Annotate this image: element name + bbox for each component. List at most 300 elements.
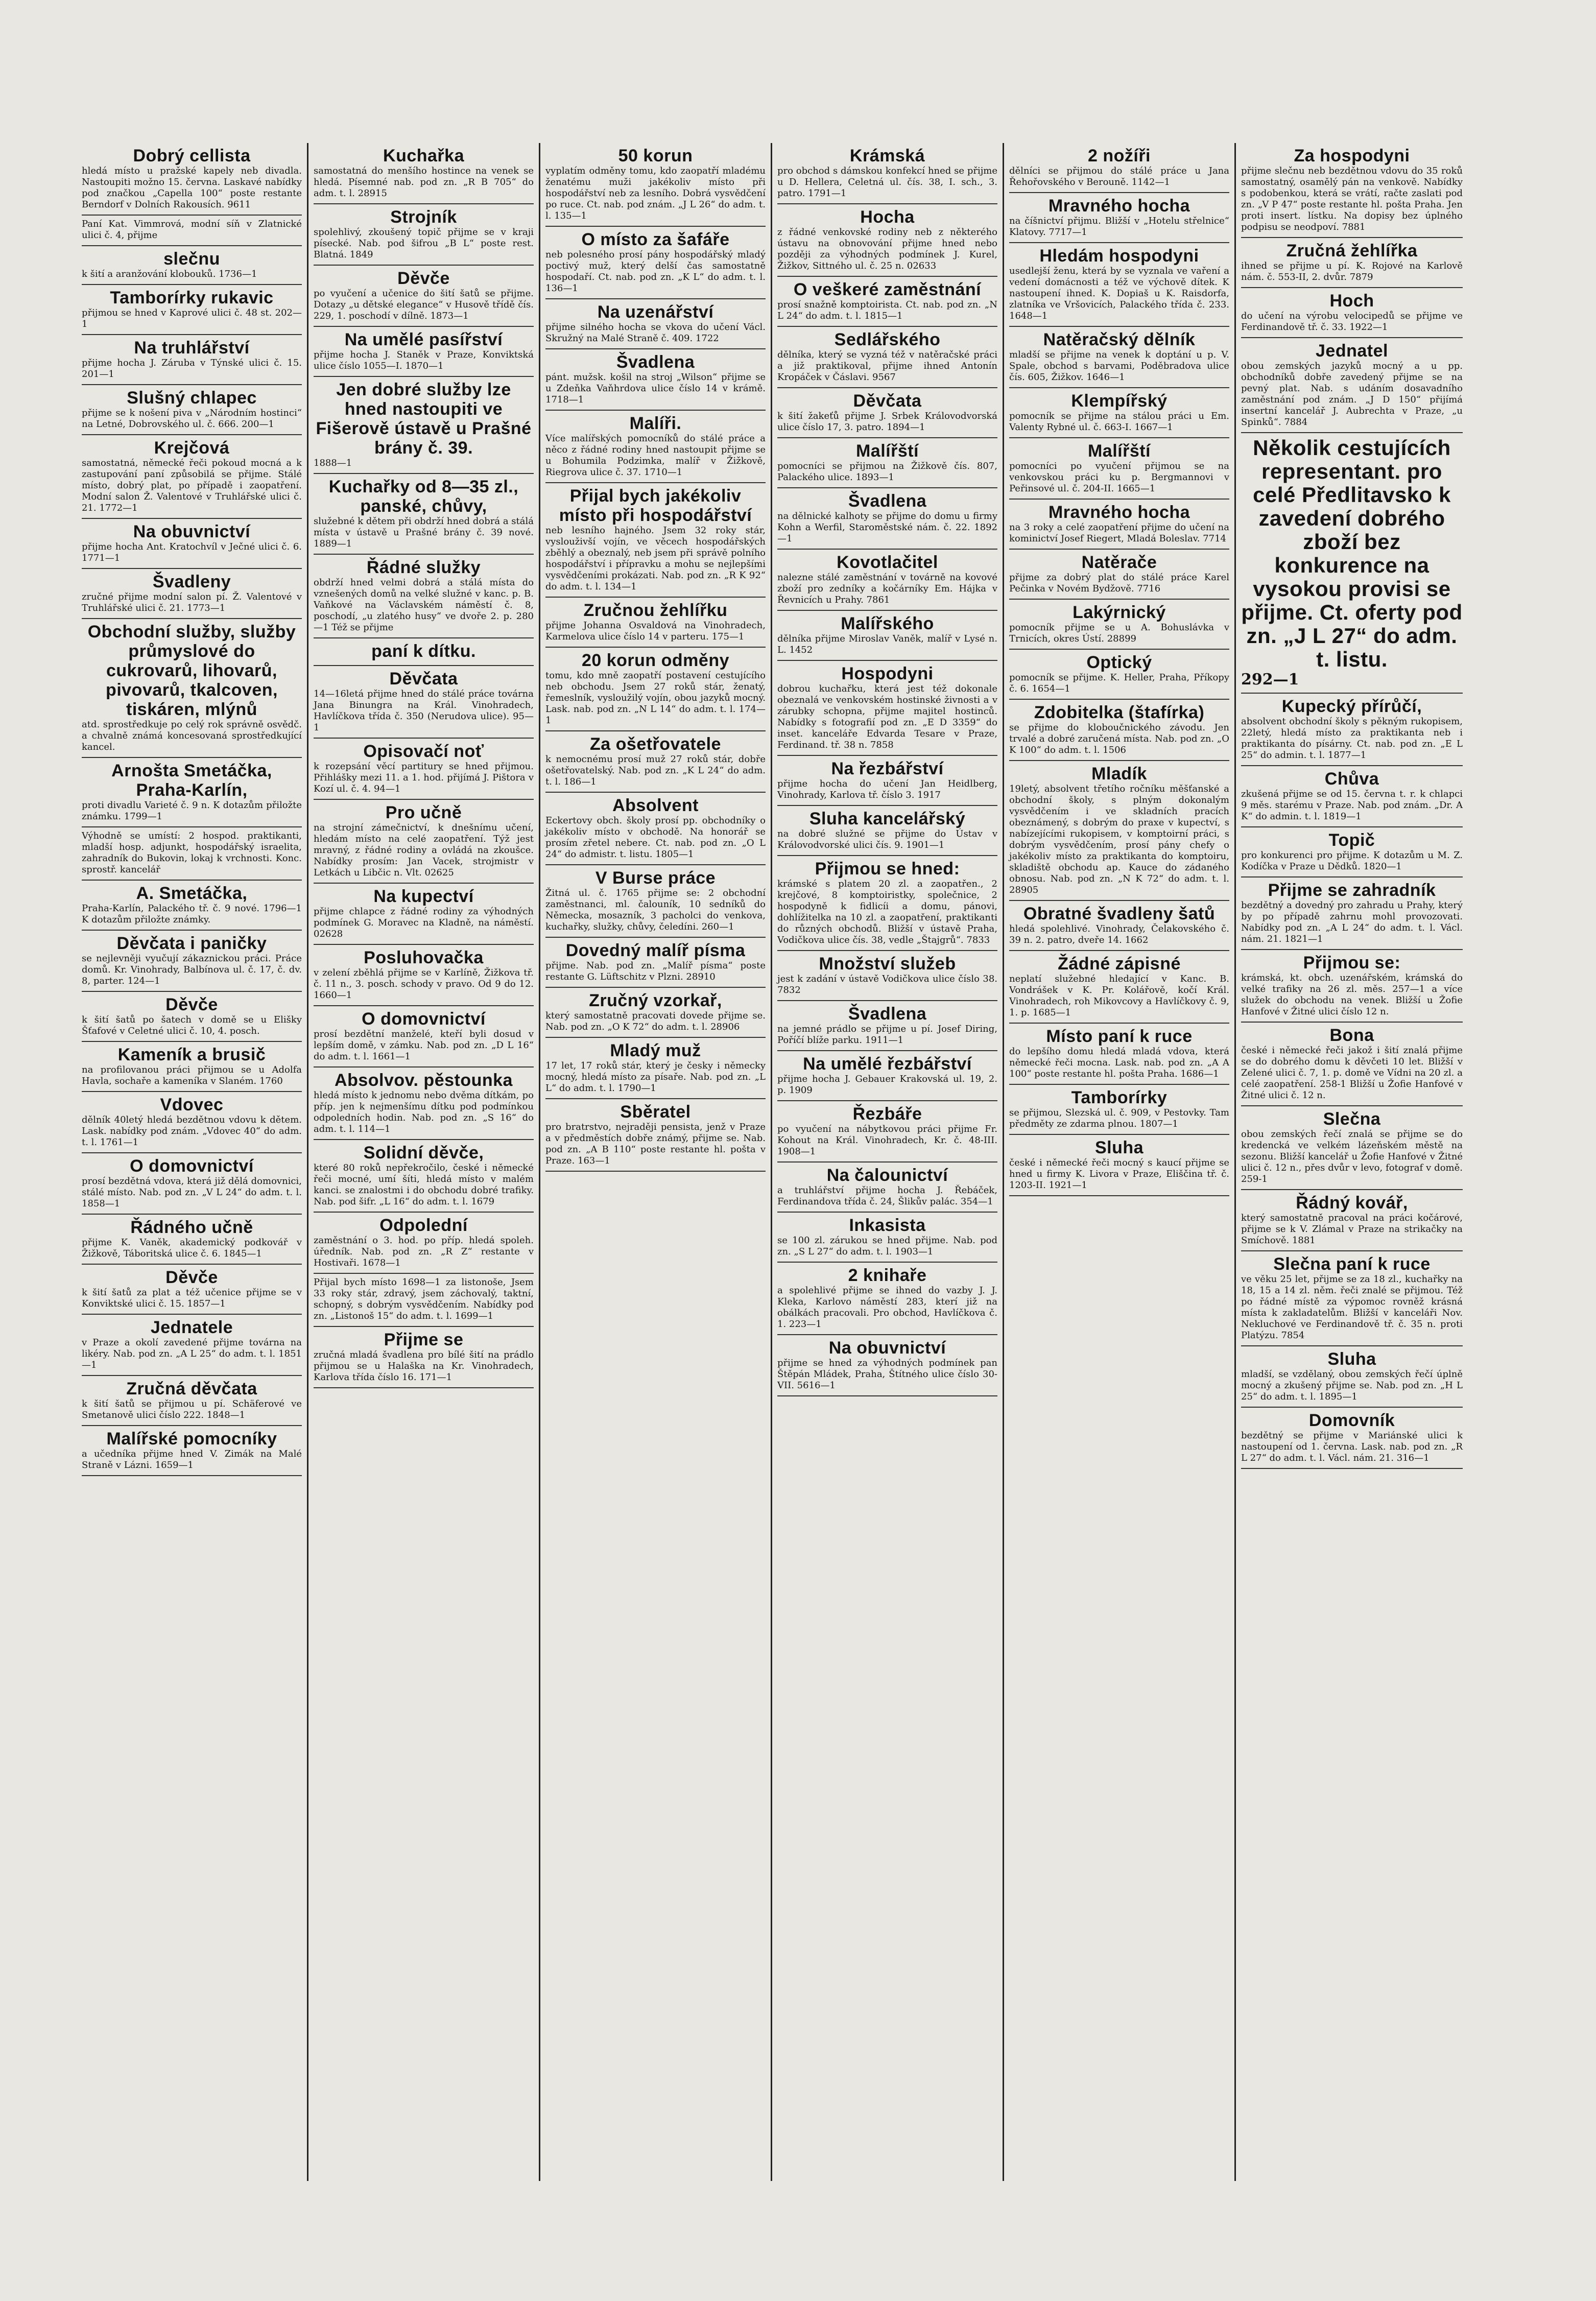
ad-headline: O domovnictví xyxy=(130,1156,254,1176)
classified-ad xyxy=(1241,288,1463,338)
ad-text: bezdětný a dovedný pro zahradu u Prahy, který by po případě zahrnu mohl provozovati. Nabídky pod zn. „A L 24“ do adm. t. l. Václ. nám. 21. 1821—1 xyxy=(1241,900,1463,944)
ad-headline: Natěrače xyxy=(1081,553,1157,572)
ad-text: dělníci se přijmou do stálé práce u Jana Řehořovského v Berouně. 1142—1 xyxy=(1009,165,1229,187)
classified-ad xyxy=(82,519,302,569)
ad-text: proti divadlu Varieté č. 9 n. K dotazům přiložte známku. 1799—1 xyxy=(82,800,302,822)
ad-text: a truhlářství přijme hocha J. Řebáček, Ferdinandova třída č. 24, Šlikův palác. 354—1 xyxy=(777,1185,997,1207)
ad-headline: Hocha xyxy=(860,207,915,227)
classified-ad xyxy=(1241,1251,1463,1346)
ad-headline: Domovník xyxy=(1308,1411,1395,1430)
classified-ad xyxy=(1009,500,1229,550)
ad-text: vyplatím odměny tomu, kdo zaopatří mladému ženatému muži jakékoliv místo při hospodářství neb za lesního. Dobrá vysvědčení po ruce. Ct. nab. pod znám. „J L 26“ do adm. t. l. 135—1 xyxy=(545,165,766,221)
ad-headline: Kovotlačitel xyxy=(837,553,938,572)
ad-text: pomocník se přijme na stálou práci u Em. Valenty Rybné ul. č. 663-I. 1667—1 xyxy=(1009,411,1229,433)
ad-headline: Mladý muž xyxy=(610,1041,701,1060)
ad-text: obou zemských jazyků mocný a u pp. obchodníků dobře zavedený přijme se na pevný plat. Nab. s udáním dosavadního zaměstnání pod znám. „J D 150“ přijímá insertní kancelář J. Aubrechta v Praze, „u Spinků“. 7884 xyxy=(1241,361,1463,428)
ad-headline: Za hospodyni xyxy=(1294,146,1410,165)
classified-column xyxy=(308,143,540,2181)
classified-ad xyxy=(314,327,534,377)
classified-ad xyxy=(777,856,997,951)
ad-headline: O veškeré zaměstnání xyxy=(793,280,982,299)
ad-text: neb polesného prosí pány hospodářský mladý poctivý muž, který delší čas samostatně hospodaří. Ct. nab. pod zn. „K L“ do adm. t. l. 136—1 xyxy=(545,249,766,294)
classified-ad xyxy=(82,335,302,385)
classified-ad xyxy=(777,1001,997,1051)
ad-text: přijme hocha J. Záruba v Týnské ulici č. 15. 201—1 xyxy=(82,358,302,379)
ad-text: na strojní zámečnictví, k dnešnímu učení, hledám místo na celé zaopatření. Týž jest mravný, z řádné rodiny a ovládá na zkoušce. Nabídky prosím: Jan Vacek, strojmistr v Letkách u Libčic n. Vlt. 02625 xyxy=(314,822,534,878)
ad-text: přijme se k nošení piva v „Národním hostinci“ na Letné, Dobrovského ul. č. 666. 200—1 xyxy=(82,408,302,430)
classified-ad xyxy=(545,299,766,349)
classified-ad xyxy=(777,327,997,388)
ad-text: který samostatně pracoval na práci kočárové, přijme se k V. Zlámal v Praze na strikačky na Smíchově. 1881 xyxy=(1241,1213,1463,1246)
classified-ad xyxy=(1009,600,1229,650)
classified-ad xyxy=(82,216,302,246)
classified-ad xyxy=(1009,761,1229,901)
classified-ad xyxy=(545,349,766,411)
classified-ad xyxy=(777,1335,997,1396)
ad-headline: Děvčata xyxy=(853,391,922,411)
ad-headline: slečnu xyxy=(163,249,220,269)
ad-headline: Sběratel xyxy=(620,1102,691,1122)
ad-headline: 20 korun odměny xyxy=(581,651,729,670)
ad-headline: O domovnictví xyxy=(362,1009,486,1029)
classified-ad xyxy=(1009,438,1229,500)
ad-headline: Kuchařky od 8—35 zl., panské, chůvy, xyxy=(328,477,519,516)
ad-headline: Na umělé řezbářství xyxy=(803,1054,972,1074)
classified-ad xyxy=(1009,550,1229,600)
classified-ad xyxy=(1241,694,1463,766)
ad-text: obdrží hned velmi dobrá a stálá místa do vznešených domů na velké služné v kanc. p. B. Vaňkové na Václavském náměstí č. 8, poschodí, „u zlatého husy“ ve dvoře 2. p. 280—1 Též se přijme xyxy=(314,577,534,633)
classified-ad xyxy=(314,204,534,266)
ad-headline: Solidní děvče, xyxy=(363,1143,484,1163)
ad-headline: Děvčata xyxy=(389,669,458,689)
classified-ad xyxy=(1241,238,1463,288)
ad-text: Praha-Karlín, Palackého tř. č. 9 nové. 1796—1 K dotazům přiložte známky. xyxy=(82,903,302,925)
ad-text: české i německé řeči jakož i šití znalá přijme se do dobrého domu k děvčeti 10 let. Bližší v Zelené ulici č. 7, 1. p. domě ve Vídni na 20 zl. a celé zaopatření. 258-1 Bližší u Žofie Hanfové v Žitné ulici č. 12 n. xyxy=(1241,1045,1463,1101)
ad-text: neb lesního hajného. Jsem 32 roky stár, vyslouživší vojín, ve věcech hospodářských zběhlý a obeznalý, neb jsem při správě polního hospodářství i přípravku a mohu se nejlepšími vysvědčeními prokázati. Nab. pod zn. „R K 92“ do adm. t. l. 134—1 xyxy=(545,525,766,592)
classified-ad xyxy=(545,143,766,227)
ad-text: přijme hocha J. Gebauer Krakovská ul. 19, 2. p. 1909 xyxy=(777,1074,997,1096)
ad-text: prosí bezdětná vdova, která již dělá domovnici, stálé místo. Nab. pod zn. „V L 24“ do adm. t. l. 1858—1 xyxy=(82,1176,302,1209)
ad-text: spolehlivý, zkoušený topič přijme se v kraji písecké. Nab. pod šifrou „B L“ poste rest. Blatná. 1849 xyxy=(314,227,534,260)
ad-text: přijme Johanna Osvaldová na Vinohradech, Karmelova ulice číslo 14 v parteru. 175—1 xyxy=(545,620,766,642)
classified-ad xyxy=(545,1038,766,1099)
ad-text: na číšnictví přijmu. Bližší v „Hotelu střelnice“ Klatovy. 7717—1 xyxy=(1009,216,1229,238)
classified-ad xyxy=(1241,1408,1463,1469)
ad-text: Výhodně se umístí: 2 hospod. praktikanti, mladší hosp. adjunkt, hospodářský israelita, zahradník do Bukovin, lokaj k vrchnosti. Konc. sprostř. kancelář xyxy=(82,831,302,875)
classified-ad xyxy=(777,756,997,806)
ad-text: Přijal bych místo 1698—1 za listonoše, Jsem 33 roky stár, zdravý, jsem záchovalý, taktní, schopný, s dobrým vysvědčením. Nabídky pod zn. „Listonoš 15“ do adm. t. l. 1699—1 xyxy=(314,1277,534,1321)
classified-ad xyxy=(1009,951,1229,1024)
ad-text: 14—16letá přijme hned do stálé práce továrna Jana Binungra na Král. Vinohradech, Havlíčkova třída č. 350 (Nerudova ulice). 95—1 xyxy=(314,689,534,733)
ad-headline: Malířské pomocníky xyxy=(106,1429,277,1449)
ad-headline: Natěračský dělník xyxy=(1043,330,1196,349)
ad-headline: Absolvent xyxy=(612,796,699,815)
ad-headline: Švadlena xyxy=(848,491,927,511)
ad-text: přijme slečnu neb bezdětnou vdovu do 35 roků samostatný, osamělý pán na venkově. Nabídky s podobenkou, která se vrátí, račte zaslati pod zn. „V P 47“ poste restante hl. pošta Praha. Jen proti insert. lístku. Na dopisy bez úplného podpisu se neodpoví. 7881 xyxy=(1241,165,1463,232)
classified-ad xyxy=(545,988,766,1038)
ad-text: zručné přijme modní salon pí. Ž. Valentové v Truhlářské ulici č. 21. 1773—1 xyxy=(82,591,302,613)
ad-text: do lepšího domu hledá mladá vdova, která německé řeči mocna. Lask. nab. pod zn. „A A 100“ poste restante hl. pošta Praha. 1686—1 xyxy=(1009,1046,1229,1079)
ad-headline: 50 korun xyxy=(618,146,693,165)
classified-ad xyxy=(314,1327,534,1388)
ad-headline: Malířští xyxy=(1087,441,1151,461)
ad-headline: Absolvov. pěstounka xyxy=(335,1071,513,1090)
classified-ad xyxy=(777,388,997,438)
ad-headline: Kuchařka xyxy=(383,146,464,165)
ad-headline: 2 knihaře xyxy=(848,1266,927,1285)
ad-headline: Děvče xyxy=(165,1268,218,1287)
classified-ad xyxy=(777,806,997,856)
ad-text: pomocník přijme se u A. Bohuslávka v Trnicích, okres Ústí. 28899 xyxy=(1009,622,1229,644)
ad-text: dobrou kuchařku, která jest též dokonale obeznalá ve venkovském hostinské živnosti a v zárubky schopna, přijme majitel hostinců. Nabídky s fotografií pod zn. „E D 3359“ do inset. kanceláře Edvarda Tesare v Praze, Ferdinand. tř. 38 n. 7858 xyxy=(777,683,997,750)
ad-headline: Řádného učně xyxy=(130,1218,253,1237)
classified-ad xyxy=(1009,700,1229,761)
ad-headline: Slečna paní k ruce xyxy=(1273,1254,1431,1274)
classified-ad xyxy=(314,1140,534,1213)
classified-ad xyxy=(545,483,766,598)
ad-headline: Opisovačí noť xyxy=(363,742,484,761)
classified-ad xyxy=(82,1215,302,1265)
classified-ad xyxy=(314,739,534,800)
ad-text: přijme hocha J. Staněk v Praze, Konviktská ulice číslo 1055—I. 1870—1 xyxy=(314,349,534,371)
classified-ad xyxy=(82,1376,302,1426)
ad-text: služebné k dětem při obdrží hned dobrá a stálá místa v ústavě u Prašné brány č. 39 nové. 1889—1 xyxy=(314,516,534,549)
ad-text: zručná mladá švadlena pro bílé šití na prádlo přijmou se u Halaška na Kr. Vinohradech, Karlova třída číslo 16. 171—1 xyxy=(314,1349,534,1383)
ad-text: 292—1 xyxy=(1241,671,1299,689)
classified-ad xyxy=(777,1163,997,1213)
ad-headline: Za ošetřovatele xyxy=(590,734,721,754)
ad-headline: Strojník xyxy=(390,207,457,227)
ad-text: mladší, se vzdělaný, obou zemských řečí úplně mocný a zkušený přijme se. Nab. pod zn. „H L 25“ do adm. t. l. 1895—1 xyxy=(1241,1369,1463,1402)
classified-ad xyxy=(1009,1024,1229,1085)
classified-ad xyxy=(314,1213,534,1274)
ad-text: krámské s platem 20 zl. a zaopatřen., 2 krejčové, 8 komptoiristky, společnice, 2 hospodyně k fidlicíi a domu, pánovi, dohlížitelka na 10 zl. a zaopatření, praktikanti do různých obchodů. Bližší v ústavě Praha, Vodičkova ulice čís. 38, vedle „Štajgrů“. 7833 xyxy=(777,879,997,945)
classified-ad xyxy=(1241,1023,1463,1106)
classified-ad xyxy=(1241,1106,1463,1190)
ad-headline: Zručnou žehlířku xyxy=(583,601,728,620)
ad-headline: Zručný vzorkař, xyxy=(589,991,722,1010)
ad-text: neplatí služebné hledající v Kanc. B. Vondrášek v K. Pr. Kolářově, kočí Král. Vinohradech, roh Mikovcovy a Havlíčkovy č. 9, 1. p. 1685—1 xyxy=(1009,974,1229,1018)
ad-text: usedlejší ženu, která by se vyznala ve vaření a vedení domácnosti a též ve výchově dítek. K nastoupení ihned. K. Dopiaš u K. Raisdorfa, zlatníka ve Vršovicích, Palackého třída č. 233. 1648—1 xyxy=(1009,266,1229,321)
ad-headline: Arnošta Smetáčka, Praha-Karlín, xyxy=(111,761,272,800)
ad-text: k šití šatů se přijmou u pí. Schäferové ve Smetanově ulici číslo 222. 1848—1 xyxy=(82,1398,302,1420)
classified-ad xyxy=(314,266,534,327)
ad-text: na profilovanou práci přijmou se u Adolfa Havla, sochaře a kameníka v Slaném. 1760 xyxy=(82,1064,302,1086)
ad-text: se přijmou, Slezská ul. č. 909, v Pestovky. Tam předměty ze zdarma plnou. 1807—1 xyxy=(1009,1107,1229,1129)
ad-text: po vyučení a učenice do šití šatů se přijme. Dotazy „u dětské elegance“ v Husově třídě čís. 229, 1. poschodí v dílně. 1873—1 xyxy=(314,288,534,321)
ad-text: v Praze a okolí zavedené přijme továrna na likéry. Nab. pod zn. „A L 25“ do adm. t. l. 1851—1 xyxy=(82,1337,302,1370)
ad-headline: Krejčová xyxy=(154,438,230,458)
ad-text: po vyučení na nábytkovou práci přijme Fr. Kohout na Král. Vinohradech, Kr. č. 48-III. 1908—1 xyxy=(777,1124,997,1157)
classified-ad xyxy=(545,411,766,483)
ad-headline: Jednatel xyxy=(1316,341,1388,361)
classified-ad xyxy=(82,1153,302,1215)
classified-ad xyxy=(545,731,766,793)
ad-text: Eckertovy obch. školy prosí pp. obchodníky o jakékoliv místo v obchodě. Na honorář se prosím zřetel nebere. Ct. nab. pod zn. „O L 24“ do admistr. t. listu. 1805—1 xyxy=(545,815,766,860)
ad-headline: Na kupectví xyxy=(373,887,474,906)
classified-ad xyxy=(314,474,534,555)
ad-headline: Zručná žehlířka xyxy=(1286,241,1418,260)
classified-ad xyxy=(1241,338,1463,433)
classified-ad xyxy=(314,666,534,739)
ad-text: k šití a aranžování klobouků. 1736—1 xyxy=(82,269,257,279)
ad-text: se 100 zl. zárukou se hned přijme. Nab. pod zn. „S L 27“ do adm. t. l. 1903—1 xyxy=(777,1235,997,1257)
ad-text: pomocníci po vyučení přijmou se na venkovskou práci ku p. Bergmannovi v Peřinsové ul. č. 204-II. 1665—1 xyxy=(1009,461,1229,494)
ad-headline: Jednatele xyxy=(150,1318,233,1337)
ad-text: prosí snažně komptoirista. Ct. nab. pod zn. „N L 24“ do adm. t. l. 1815—1 xyxy=(777,299,997,321)
classified-ad xyxy=(777,611,997,661)
ad-text: pánt. mužsk. košil na stroj „Wilson“ přijme se u Zdeňka Vaňhrdova ulice číslo 14 v krámě. 1718—1 xyxy=(545,372,766,405)
ad-headline: Obratné švadleny šatů xyxy=(1023,904,1216,923)
ad-headline: Kameník a brusič xyxy=(117,1045,266,1064)
ad-text: z řádné venkovské rodiny neb z některého ústavu na obnovování přijme hned nebo později za výhodných podmínek J. Kurel, Žižkov, Sittného ul. č. 25 n. 02633 xyxy=(777,227,997,271)
ad-headline: Lakýrnický xyxy=(1073,603,1166,622)
classified-ad xyxy=(1241,950,1463,1023)
ad-text: zkušená přijme se od 15. června t. r. k chlapci 9 měs. starému v Praze. Nab. pod znám. „Dr. A K“ do admin. t. l. 1819—1 xyxy=(1241,789,1463,822)
classified-ad xyxy=(545,793,766,865)
classified-ad xyxy=(314,800,534,884)
ad-headline: Zdobitelka (štafírka) xyxy=(1034,703,1205,722)
classified-ad xyxy=(314,555,534,638)
classified-ad xyxy=(314,1274,534,1327)
ad-headline: Sluha kancelářský xyxy=(809,809,966,828)
ad-text: pro obchod s dámskou konfekcí hned se přijme u D. Hellera, Celetná ul. čís. 38, I. sch., 3. patro. 1791—1 xyxy=(777,165,997,199)
ad-headline: V Burse práce xyxy=(595,868,716,888)
ad-text: 1888—1 xyxy=(314,458,352,468)
ad-headline: Posluhovačka xyxy=(364,948,484,967)
ad-text: se nejlevněji vyučují zákaznickou práci. Práce domů. Kr. Vinohrady, Balbínova ul. č. 17, č. dv. 8, parter. 124—1 xyxy=(82,953,302,986)
ad-headline: Sluha xyxy=(1094,1138,1144,1157)
classified-column xyxy=(540,143,772,2181)
ad-text: přijme. Nab. pod zn. „Malíř písma“ poste restante G. Lüftschitz v Plzni. 28910 xyxy=(545,960,766,982)
classified-ad xyxy=(1009,388,1229,438)
ad-headline: Malířského xyxy=(841,614,934,633)
ad-headline: Na uzenářství xyxy=(597,302,714,322)
ad-headline: Tamborírky rukavic xyxy=(110,288,274,307)
classified-column xyxy=(1236,143,1468,2181)
ad-headline: Krámská xyxy=(849,146,925,165)
ad-headline: Odpolední xyxy=(379,1216,468,1235)
ad-text: na jemné prádlo se přijme u pí. Josef Diring, Poříčí blíže parku. 1911—1 xyxy=(777,1024,997,1046)
ad-text: na dělnické kalhoty se přijme do domu u firmy Kohn a Werfil, Staroměstské nám. č. 22. 1892—1 xyxy=(777,511,997,544)
ad-headline: Optický xyxy=(1086,653,1152,672)
classified-ad xyxy=(82,1315,302,1376)
classified-ad xyxy=(545,865,766,938)
classified-ad xyxy=(314,945,534,1006)
ad-headline: Řezbáře xyxy=(852,1104,922,1124)
ad-headline: Švadlena xyxy=(616,352,695,372)
classified-column xyxy=(77,143,308,2181)
classified-ad xyxy=(777,1051,997,1101)
ad-headline: Hospodyni xyxy=(841,664,934,683)
classified-ad xyxy=(777,1101,997,1163)
ad-headline: Malíři. xyxy=(629,414,682,433)
classified-ad xyxy=(777,488,997,550)
ad-headline: Hledám hospodyni xyxy=(1039,246,1199,266)
classified-ad xyxy=(1009,243,1229,327)
ad-headline: Švadlena xyxy=(848,1004,927,1024)
ad-text: se přijme do kloboučnického závodu. Jen trvalé a dobré zaručená místa. Nab. pod zn. „O K 100“ do adm. t. l. 1506 xyxy=(1009,722,1229,755)
ad-text: 17 let, 17 roků stár, který je česky i německy mocný, hledá místo za písaře. Nab. pod zn. „L L“ do adm. t. l. 1790—1 xyxy=(545,1060,766,1094)
ad-text: nalezne stálé zaměstnání v továrně na kovové zboží pro zedníky a kočárníky Em. Hájka v Řevnicích u Prahy. 7861 xyxy=(777,572,997,605)
classified-ad xyxy=(545,938,766,988)
ad-text: které 80 roků nepřekročilo, české i německé řeči mocné, umí šíti, hledá místo v malém kanci. se znalostmi i do obchodu dobré trafiky. Nab. pod šifr. „L 16“ do adm. t. l. 1679 xyxy=(314,1163,534,1207)
ad-text: na 3 roky a celé zaopatření přijme do učení na kominictví Josef Riegert, Mladá Boleslav. 7714 xyxy=(1009,522,1229,544)
classified-ad xyxy=(777,951,997,1001)
ad-headline: Švadleny xyxy=(152,572,231,591)
ad-text: absolvent obchodní školy s pěkným rukopisem, 22letý, hledá místo za praktikanta neb i praktikanta do písárny. Ct. nab. pod zn. „E L 25“ do admin. t. l. 1877—1 xyxy=(1241,716,1463,761)
ad-headline: Vdovec xyxy=(160,1095,224,1114)
ad-text: ihned se přijme u pí. K. Rojové na Karlově nám. č. 553-II, 2. dvůr. 7879 xyxy=(1241,260,1463,282)
ad-headline: Přijme se xyxy=(384,1330,464,1349)
classified-ad xyxy=(314,1068,534,1140)
ad-headline: Jen dobré služby lze hned nastoupiti ve Fišerově ústavě u Prašné brány č. 39. xyxy=(316,380,532,458)
classified-ad xyxy=(82,1265,302,1315)
classified-ad xyxy=(1241,877,1463,950)
classified-ad xyxy=(314,377,534,474)
classified-ad xyxy=(82,1426,302,1476)
classified-ad xyxy=(1009,901,1229,951)
ad-text: atd. sprostředkuje po celý rok správně osvědč. a chvalně známá koncesovaná sprostředkující kancel. xyxy=(82,719,302,752)
ad-text: a učedníka přijme hned V. Zimák na Malé Straně v Lázni. 1659—1 xyxy=(82,1449,302,1470)
ad-headline: Mladík xyxy=(1091,764,1147,784)
ad-headline: Na řezbářství xyxy=(831,759,944,778)
classified-ad xyxy=(82,758,302,827)
ad-text: bezdětný se přijme v Mariánské ulici k nastoupení od 1. června. Lask. nab. pod zn. „R L 27“ do adm. t. l. Václ. nám. 21. 316—1 xyxy=(1241,1430,1463,1463)
ad-text: hledá místo k jednomu nebo dvěma dítkám, po příp. jen k nejmenšímu dítku pod podmínkou odpoledních hodin. Nab. pod zn. „S 16“ do adm. t. l. 114—1 xyxy=(314,1090,534,1134)
classified-ad xyxy=(1009,193,1229,243)
ad-headline: paní k dítku. xyxy=(371,642,476,661)
ad-headline: Přijme se zahradník xyxy=(1268,881,1436,900)
ad-text: v zelení zběhlá přijme se v Karlíně, Žižkova tř. č. 11 n., 3. posch. schody v pravo. Od 9 do 12. 1660—1 xyxy=(314,967,534,1001)
ad-text: dělníka, který se vyzná též v natěračské práci a již praktikoval, přijme ihned Antonín Kropáček v Čáslavi. 9567 xyxy=(777,349,997,383)
ad-headline: Přijmou se hned: xyxy=(815,859,960,879)
ad-text: obou zemských řečí znalá se přijme se do kredencká ve velkém lázeňském městě na sezonu. Bližší kancelář u Žofie Hanfové v Žitné ulici č. 12 n., přes dvůr v levo, fotograf v domě. 259-1 xyxy=(1241,1129,1463,1184)
ad-text: k šití šatů po šatech v domě se u Elišky Šťafové v Celetné ulici č. 10, 4. posch. xyxy=(82,1014,302,1036)
classified-ad xyxy=(82,143,302,216)
ad-headline: Hoch xyxy=(1329,291,1374,311)
ad-headline: Dovedný malíř písma xyxy=(565,941,746,960)
ad-text: hledá místo u pražské kapely neb divadla. Nastoupiti možno 15. června. Laskavé nabídky pod značkou „Capella 100“ poste restante Berndorf v Dolních Rakousích. 9611 xyxy=(82,165,302,210)
classified-ad xyxy=(1009,143,1229,193)
ad-text: přijme silného hocha se vkova do učení Václ. Skružný na Malé Straně č. 409. 1722 xyxy=(545,322,766,344)
classified-ad xyxy=(1241,433,1463,694)
ad-text: samostatná, německé řeči pokoud mocná a k zastupování paní způsobilá se přijme. Stálé místo, dobrý plat, po případě i zaopatření. Modní salon Ž. Valentové v Truhlářské ulici č. 21. 1772—1 xyxy=(82,458,302,513)
classified-column xyxy=(772,143,1004,2181)
ad-headline: Množství služeb xyxy=(819,954,956,974)
ad-text: Více malířských pomocníků do stálé práce a něco z řádné rodiny hned nastoupit přijme se u Bohumila Podzimka, malíř v Žižkově, Riegrova ulice č. 37. 1710—1 xyxy=(545,433,766,478)
classified-ad xyxy=(1241,1346,1463,1408)
ad-headline: Chůva xyxy=(1324,769,1379,789)
ad-headline: Inkasista xyxy=(849,1216,926,1235)
ad-text: krámská, kt. obch. uzenářském, krámská do velké trafiky na 26 zl. měs. 257—1 a více služek do obchodu na venek. Bližší u Žofie Hanfové v Žitné ulici číslo 12 n. xyxy=(1241,972,1463,1017)
classified-ad xyxy=(82,246,302,285)
ad-text: ve věku 25 let, přijme se za 18 zl., kuchařky na 18, 15 a 14 zl. něm. řeči znalé se přijmou. Též po řádné místě za výpomoc rovněž krásná místa k zakladatelům. Bližší v kanceláři Nov. Nekluchové ve Ferdinandově tř. č. 35 n. proti Platýzu. 7854 xyxy=(1241,1274,1463,1341)
ad-text: pomocník se přijme. K. Heller, Praha, Příkopy č. 6. 1654—1 xyxy=(1009,672,1229,694)
ad-text: přijme se hned za výhodných podmínek pan Štěpán Mládek, Praha, Štítného ulice číslo 30-VII. 5616—1 xyxy=(777,1358,997,1391)
ad-headline: Místo paní k ruce xyxy=(1046,1027,1193,1046)
ad-text: pro konkurenci pro přijme. K dotazům u M. Z. Kodíčka v Praze u Dědků. 1820—1 xyxy=(1241,850,1463,872)
ad-text: Žitná ul. č. 1765 přijme se: 2 obchodní zaměstnanci, ml. čalouník, 10 sedníků do Německa, mosazník, 3 pacholci do venkova, kuchařky, služky, chůvy, čeledíni. 260—1 xyxy=(545,888,766,932)
ad-text: přijme K. Vaněk, akademický podkovář v Žižkově, Táboritská ulice č. 6. 1845—1 xyxy=(82,1237,302,1259)
ad-text: prosí bezdětní manželé, kteří byli dosud v lepším domě, v zámku. Nab. pod zn. „D L 16“ do adm. t. l. 1661—1 xyxy=(314,1029,534,1062)
ad-headline: Řádný kovář, xyxy=(1296,1193,1408,1213)
ad-text: zaměstnání o 3. hod. po příp. hledá spoleh. úředník. Nab. pod zn. „R Z“ restante v Hostivaři. 1678—1 xyxy=(314,1235,534,1268)
classified-ad xyxy=(1009,650,1229,700)
ad-headline: Děvčata i paničky xyxy=(116,934,267,953)
classified-ad xyxy=(777,1263,997,1335)
classified-ad xyxy=(777,204,997,277)
classified-ad xyxy=(777,438,997,488)
ad-headline: Přijal bych jakékoliv místo při hospodářství xyxy=(559,486,752,525)
classified-ad xyxy=(777,1213,997,1263)
classified-ad xyxy=(777,143,997,204)
classified-ad xyxy=(314,1006,534,1068)
classified-ad xyxy=(314,143,534,204)
ad-headline: Topič xyxy=(1328,831,1375,850)
ad-headline: Na obuvnictví xyxy=(133,522,251,541)
ad-headline: Mravného hocha xyxy=(1048,196,1190,216)
ad-text: přijme za dobrý plat do stálé práce Karel Pečinka v Novém Bydžově. 7716 xyxy=(1009,572,1229,594)
ad-headline: Tamborírky xyxy=(1071,1088,1168,1107)
ad-headline: Na obuvnictví xyxy=(828,1338,946,1358)
ad-text: hledá spolehlivé. Vinohrady, Čelakovského č. 39 n. 2. patro, dveře 14. 1662 xyxy=(1009,923,1229,945)
ad-text: samostatná do menšího hostince na venek se hledá. Písemné nab. pod zn. „R B 705“ do adm. t. l. 28915 xyxy=(314,165,534,199)
classified-ad xyxy=(82,1092,302,1153)
classified-ad xyxy=(314,884,534,945)
ad-headline: 2 nožíři xyxy=(1087,146,1151,165)
classified-ad xyxy=(314,638,534,666)
ad-headline: Přijmou se: xyxy=(1303,953,1401,972)
ad-text: k šití šatů za plat a též učenice přijme se v Konviktské ulici č. 15. 1857—1 xyxy=(82,1287,302,1309)
ad-headline: Obchodní služby, služby průmyslové do cukrovarů, lihovarů, pivovarů, tkalcoven, tiskáren, mlýnů xyxy=(87,622,296,719)
newspaper-page xyxy=(77,143,1522,2181)
classified-ad xyxy=(82,992,302,1042)
ad-headline: Několik cestujících representant. pro celé Předlitavsko k zavedení dobrého zboží bez konkurence na vysokou provisi se přijme. Ct. oferty pod zn. „J L 27“ do adm. t. listu. xyxy=(1241,436,1463,671)
classified-ad xyxy=(82,931,302,992)
classified-ad xyxy=(82,285,302,335)
ad-headline: Řádné služky xyxy=(366,558,481,577)
classified-ad xyxy=(777,277,997,327)
ad-headline: Na čalounictví xyxy=(826,1166,948,1185)
classified-ad xyxy=(545,598,766,648)
ad-text: 19letý, absolvent třetího ročníku měšťanské a obchodní školy, s plným dokonalým vysvědčením i ve skladních pracích obeznámený, s dobrým do praxe v kupectví, s nabízejícími rukopisem, v komptoirní práci, s dobrým vysvědčením, prosí pány chefy o jakékoliv místo za praktikanta do komptoiru, skladiště obchodu ap. Kauce do zádaného obnosu. Nab. pod zn. „N K 72“ do adm. t. l. 28905 xyxy=(1009,784,1229,895)
classified-ad xyxy=(777,661,997,756)
ad-text: přijmou se hned v Kaprové ulici č. 48 st. 202—1 xyxy=(82,307,302,329)
classified-ad xyxy=(1241,143,1463,238)
classified-ad xyxy=(545,1099,766,1172)
ad-headline: Sedlářského xyxy=(834,330,941,349)
ad-text: pro bratrstvo, nejraději pensista, jenž v Praze a v předměstích dobře známý, přijme se. Nab. pod zn. „A B 110“ poste restante hl. pošta v Praze. 163—1 xyxy=(545,1122,766,1166)
classified-ad xyxy=(1241,766,1463,827)
ad-headline: O místo za šafáře xyxy=(581,230,730,249)
ad-text: k rozepsání věcí partitury se hned přijmou. Přihlášky mezi 11. a 1. hod. přijímá J. Pištora v Kozí ul. č. 4. 94—1 xyxy=(314,761,534,794)
ad-headline: Zručná děvčata xyxy=(126,1379,257,1398)
classified-ad xyxy=(82,435,302,519)
ad-text: pomocníci se přijmou na Žižkově čís. 807, Palackého ulice. 1893—1 xyxy=(777,461,997,483)
ad-headline: Sluha xyxy=(1327,1349,1376,1369)
ad-headline: Na umělé pasířství xyxy=(344,330,503,349)
ad-text: přijme chlapce z řádné rodiny za výhodných podmínek G. Moravec na Kladně, na náměstí. 02628 xyxy=(314,906,534,939)
ad-text: přijme hocha do učení Jan Heidlberg, Vinohrady, Karlova tř. číslo 3. 1917 xyxy=(777,778,997,800)
classified-ad xyxy=(82,385,302,435)
ad-text: dělník 40letý hledá bezdětnou vdovu k dětem. Lask. nabídky pod znám. „Vdovec 40“ do adm. t. l. 1761—1 xyxy=(82,1114,302,1148)
ad-headline: Bona xyxy=(1329,1026,1374,1045)
ad-text: mladší se přijme na venek k doptání u p. V. Spale, obchod s barvami, Poděbradova ulice čís. 605, Žižkov. 1646—1 xyxy=(1009,349,1229,383)
classified-ad xyxy=(1241,1190,1463,1251)
ad-text: přijme hocha Ant. Kratochvíl v Ječné ulici č. 6. 1771—1 xyxy=(82,541,302,563)
ad-headline: Mravného hocha xyxy=(1048,503,1190,522)
